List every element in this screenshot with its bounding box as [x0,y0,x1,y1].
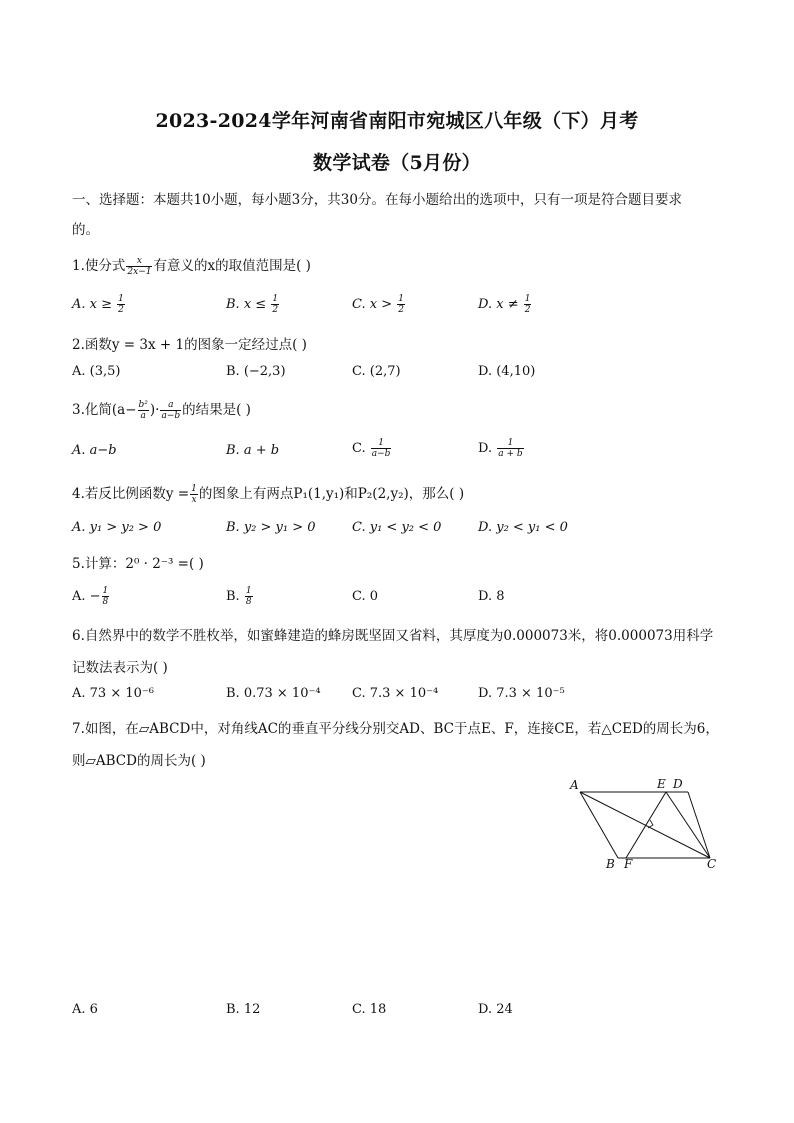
section-heading-line1: 一、选择题：本题共10小题，每小题3分，共30分。在每小题给出的选项中，只有一项是符合题目要求 [72,192,682,208]
question-3: 3.化简(a− $\frac{\text{b²}}{a}$ )· $\frac{a}{a-b}$ 的结果是( ) [72,400,251,421]
q1-option-b[interactable]: B. x ≤ $\frac{1}{2}$ [226,294,279,315]
q2-option-a[interactable]: A. (3,5) [72,364,121,379]
segment-CE [666,792,710,858]
parallelogram-figure [560,772,732,872]
label-C: C [707,857,717,871]
q2-option-c[interactable]: C. (2,7) [352,364,401,379]
q7-option-d[interactable]: D. 24 [478,1002,513,1017]
q1-option-a[interactable]: A. x ≥ $\frac{1}{2}$ [72,294,124,315]
q4-option-d[interactable]: D. y₂ < y₁ < 0 [478,520,568,535]
q2-option-d[interactable]: D. (4,10) [478,364,536,379]
q2-option-b[interactable]: B. (−2,3) [226,364,286,379]
label-D: D [673,777,683,791]
q7-option-a[interactable]: A. 6 [72,1002,98,1017]
q3-option-d[interactable]: D. $\frac{1}{a + b}$ [478,438,523,459]
q3-option-b[interactable]: B. a + b [226,443,280,458]
q6-option-b[interactable]: B. 0.73 × 10⁻⁴ [226,686,321,701]
question-2: 2.函数y = 3x + 1的图象一定经过点( ) [72,337,307,353]
q1-suffix: 有意义的x的取值范围是( ) [153,258,311,274]
label-F: F [624,857,633,871]
q5-option-a[interactable]: A. − $\frac{1}{8}$ [72,586,109,607]
section-heading-line2: 的。 [72,222,99,238]
question-4: 4.若反比例函数y = $\frac{1}{x}$ 的图象上有两点P₁(1,y₁)和P₂(2,y₂)，那么( ) [72,484,465,505]
question-6-line2: 记数法表示为( ) [72,660,168,676]
q1-fraction: $\frac{x}{2x-1}$ [127,256,152,277]
q3-option-c[interactable]: C. $\frac{1}{a-b}$ [352,438,391,459]
q7-option-b[interactable]: B. 12 [226,1002,261,1017]
question-5: 5.计算：2⁰ · 2⁻³ =( ) [72,556,204,572]
label-A: A [570,778,579,792]
q6-option-a[interactable]: A. 73 × 10⁻⁶ [72,686,154,701]
q6-option-c[interactable]: C. 7.3 × 10⁻⁴ [352,686,439,701]
q4-option-b[interactable]: B. y₂ > y₁ > 0 [226,520,316,535]
exam-title-line2: 数学试卷（5月份） [313,152,481,174]
q5-option-d[interactable]: D. 8 [478,589,505,604]
exam-title-line1: 2023-2024学年河南省南阳市宛城区八年级（下）月考 [155,110,639,132]
question-1 [72,254,311,277]
q5-option-b[interactable]: B. $\frac{1}{8}$ [226,586,252,607]
question-7-line1: 7.如图，在▱ABCD中，对角线AC的垂直平分线分别交AD、BC于点E、F，连接CE，若△CED的周长为6， [72,721,719,737]
q1-option-d[interactable]: D. x ≠ $\frac{1}{2}$ [478,294,531,315]
q6-option-d[interactable]: D. 7.3 × 10⁻⁵ [478,686,565,701]
question-6-line1: 6.自然界中的数学不胜枚举，如蜜蜂建造的蜂房既坚固又省料，其厚度为0.000073米，将0.000073用科学 [72,628,714,644]
q3-option-a[interactable]: A. a−b [72,443,117,458]
label-E: E [657,777,666,791]
q1-prefix: 1.使分式 [72,258,126,274]
question-7-line2: 则▱ABCD的周长为( ) [72,753,206,769]
q5-option-c[interactable]: C. 0 [352,589,379,604]
q4-option-c[interactable]: C. y₁ < y₂ < 0 [352,520,442,535]
q7-option-c[interactable]: C. 18 [352,1002,387,1017]
line-EF [626,792,666,858]
label-B: B [606,857,615,871]
q1-option-c[interactable]: C. x > $\frac{1}{2}$ [352,294,404,315]
q4-option-a[interactable]: A. y₁ > y₂ > 0 [72,520,162,535]
